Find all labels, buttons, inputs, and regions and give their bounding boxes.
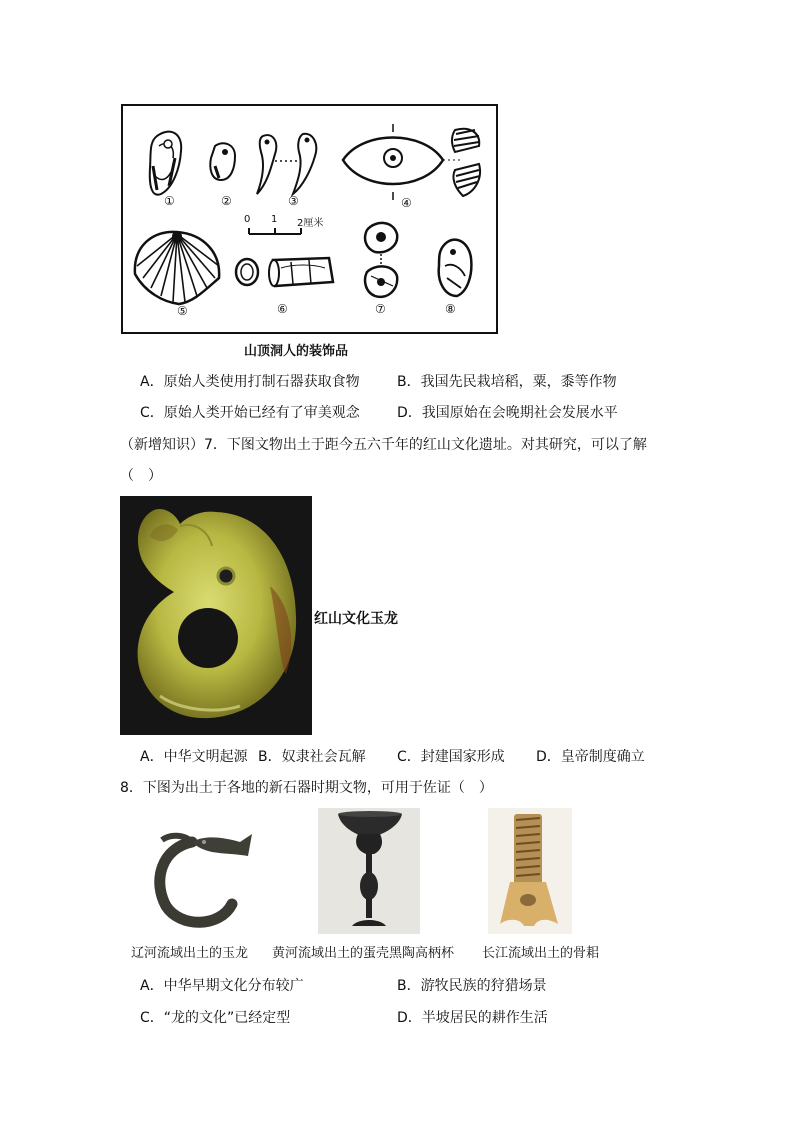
yangtze-bone-spade-photo	[488, 808, 572, 934]
q7-option-c: C．封建国家形成	[397, 749, 505, 765]
q8-option-c: C．“龙的文化”已经定型	[140, 1010, 291, 1026]
q6-option-a: A．原始人类使用打制石器获取食物	[140, 374, 360, 390]
label-4: ④	[401, 196, 412, 210]
q6-option-b: B．我国先民栽培稻，粟，黍等作物	[397, 374, 617, 390]
label-7: ⑦	[375, 302, 386, 316]
q7-option-d: D．皇帝制度确立	[536, 749, 645, 765]
ornament-4-drawing	[343, 124, 480, 200]
ornament-3-drawing	[257, 134, 316, 194]
chang-caption: 长江流域出土的骨耜	[482, 946, 600, 961]
ornament-8-drawing	[439, 240, 472, 296]
label-2: ②	[221, 194, 232, 208]
ornament-2-drawing	[210, 143, 235, 180]
liao-caption: 辽河流域出土的玉龙	[131, 946, 249, 961]
yellow-river-black-pottery-cup-photo	[318, 808, 420, 934]
huang-caption: 黄河流域出土的蛋壳黑陶高柄杯	[272, 946, 455, 961]
hongshan-jade-dragon-photo	[120, 496, 312, 735]
q8-option-b: B．游牧民族的狩猎场景	[397, 978, 547, 994]
q8-stem: 8．下图为出土于各地的新石器时期文物，可用于佐证（ ）	[120, 780, 493, 796]
q6-option-c: C．原始人类开始已经有了审美观念	[140, 405, 360, 421]
jade-photo-caption: 红山文化玉龙	[314, 611, 398, 627]
q7-stem-paren: （ ）	[120, 468, 162, 484]
q8-option-a: A．中华早期文化分布较广	[140, 978, 304, 994]
q7-option-a: A．中华文明起源	[140, 749, 248, 765]
q7-stem: （新增知识）7．下图文物出土于距今五六千年的红山文化遗址。对其研究，可以了解	[120, 437, 647, 453]
label-8: ⑧	[445, 302, 456, 316]
q7-option-b: B．奴隶社会瓦解	[258, 749, 366, 765]
label-1: ①	[164, 194, 175, 208]
ornament-5-drawing	[135, 231, 219, 304]
label-5: ⑤	[177, 304, 188, 318]
figure1-caption: 山顶洞人的装饰品	[244, 344, 349, 359]
ornament-6-drawing	[236, 258, 333, 286]
scale-zero: 0	[244, 214, 251, 225]
ornaments-figure	[121, 104, 498, 334]
scale-bar	[249, 228, 301, 234]
q6-option-d: D．我国原始在会晚期社会发展水平	[397, 405, 618, 421]
label-3: ③	[288, 194, 299, 208]
label-6: ⑥	[277, 302, 288, 316]
ornament-7-drawing	[365, 223, 397, 297]
q8-option-d: D．半坡居民的耕作生活	[397, 1010, 548, 1026]
liao-jade-dragon-photo	[140, 820, 260, 932]
scale-one: 1	[271, 214, 278, 225]
ornament-1-drawing	[150, 132, 181, 195]
scale-two: 2厘米	[297, 218, 324, 229]
